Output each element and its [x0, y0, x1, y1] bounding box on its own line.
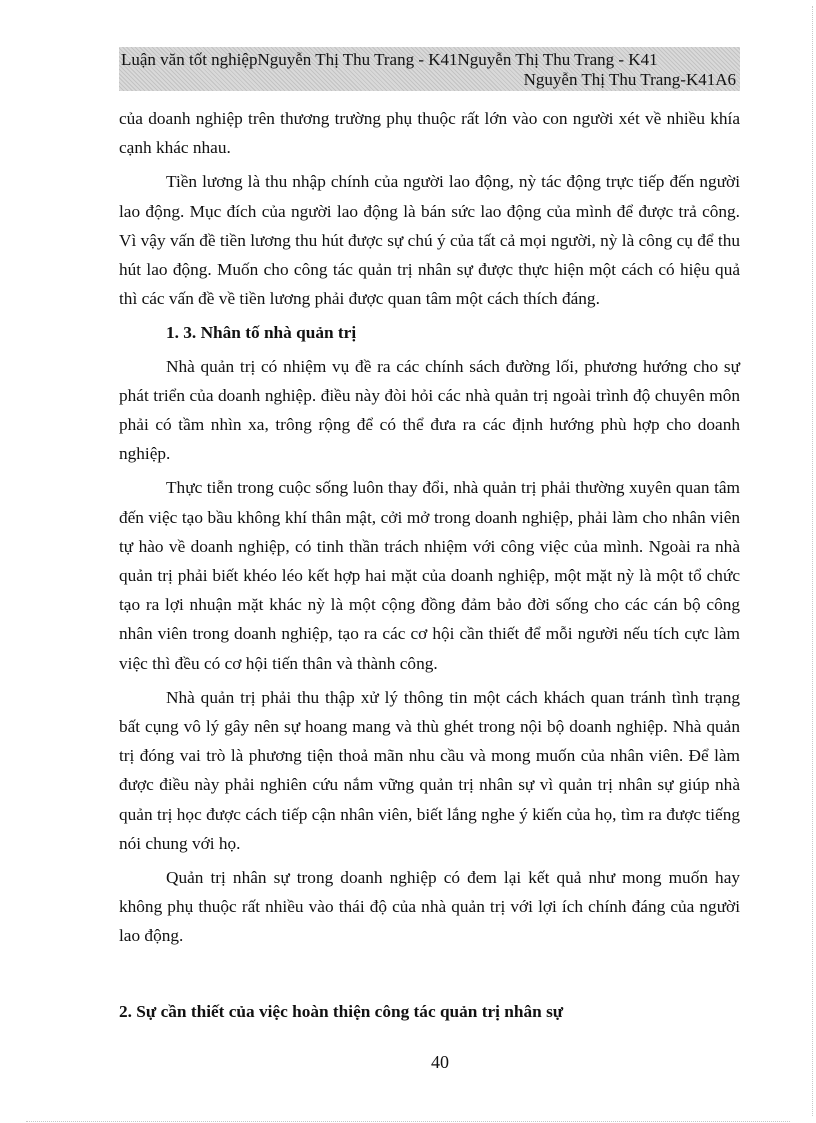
paragraph-6: Quản trị nhân sự trong doanh nghiệp có đem lại kết quả như mong muốn hay không phụ thuộc rất nhiều vào thái độ của nhà quản trị với lợi ích chính đáng của người lao động. — [119, 868, 740, 946]
paragraph-5: Nhà quản trị phải thu thập xử lý thông tin một cách khách quan tránh tình trạng bất cụng vô lý gây nên sự hoang mang và thù ghét trong nội bộ doanh nghiệp. Nhà quản trị đóng vai trò là phương tiện thoả mãn nhu cầu và mong muốn của nhân viên. Để làm được điều này phải nghiên cứu nắm vững quản trị nhân sự vì quản trị nhân sự giúp nhà quản trị học được cách tiếp cận nhân viên, biết lắng nghe ý kiến của họ, tìm ra được tiếng nói chung với họ. — [119, 687, 740, 853]
paragraph-1: của doanh nghiệp trên thương trường phụ thuộc rất lớn vào con người xét về nhiều khía cạnh khác nhau. — [119, 109, 740, 158]
page-number: 40 — [431, 1052, 449, 1072]
paragraph-2: Tiền lương là thu nhập chính của người lao động, nỳ tác động trực tiếp đến người lao động. Mục đích của người lao động là bán sức lao động của mình để được trả công. Vì vậy vấn đề tiền lương thu hút được sự chú ý của tất cả mọi người, nỳ là công cụ để thu hút lao động. Muốn cho công tác quản trị nhân sự được thực hiện một cách có hiệu quả thì các vấn đề về tiền lương phải được quan tâm một cách thích đáng. — [119, 172, 740, 309]
header-line-2: Nguyễn Thị Thu Trang-K41A6 — [523, 70, 736, 89]
right-dotted-rule — [812, 6, 813, 1116]
bottom-dotted-rule — [26, 1121, 790, 1122]
section-heading-2: 2. Sự cần thiết của việc hoàn thiện công tác quản trị nhân sự — [119, 1002, 564, 1021]
paragraph-3: Nhà quản trị có nhiệm vụ đề ra các chính sách đường lối, phương hướng cho sự phát triển của doanh nghiệp. điều này đòi hỏi các nhà quản trị ngoài trình độ chuyên môn phải có tầm nhìn xa, trông rộng để có thể đưa ra các định hướng phù hợp cho doanh nghiệp. — [119, 356, 740, 464]
document-body — [119, 104, 740, 1021]
page-header — [119, 47, 740, 91]
paragraph-4: Thực tiễn trong cuộc sống luôn thay đổi, nhà quản trị phải thường xuyên quan tâm đến việc tạo bầu không khí thân mật, cởi mở trong doanh nghiệp, phải làm cho nhân viên tự hào về doanh nghiệp, có tinh thần trách nhiệm với công việc của mình. Ngoài ra nhà quản trị phải biết khéo léo kết hợp hai mặt của doanh nghiệp, một mặt nỳ là một tổ chức tạo ra lợi nhuận mặt khác nỳ là một cộng đồng đảm bảo đời sống cho các cán bộ công nhân viên trong doanh nghiệp, tạo ra các cơ hội cần thiết để mỗi người nếu tích cực làm việc thì đều có cơ hội tiến thân và thành công. — [119, 478, 740, 673]
section-heading-1-3: 1. 3. Nhân tố nhà quản trị — [166, 323, 357, 343]
header-line-1: Luận văn tốt nghiệpNguyễn Thị Thu Trang - K41Nguyễn Thị Thu Trang - K41 — [121, 50, 658, 69]
